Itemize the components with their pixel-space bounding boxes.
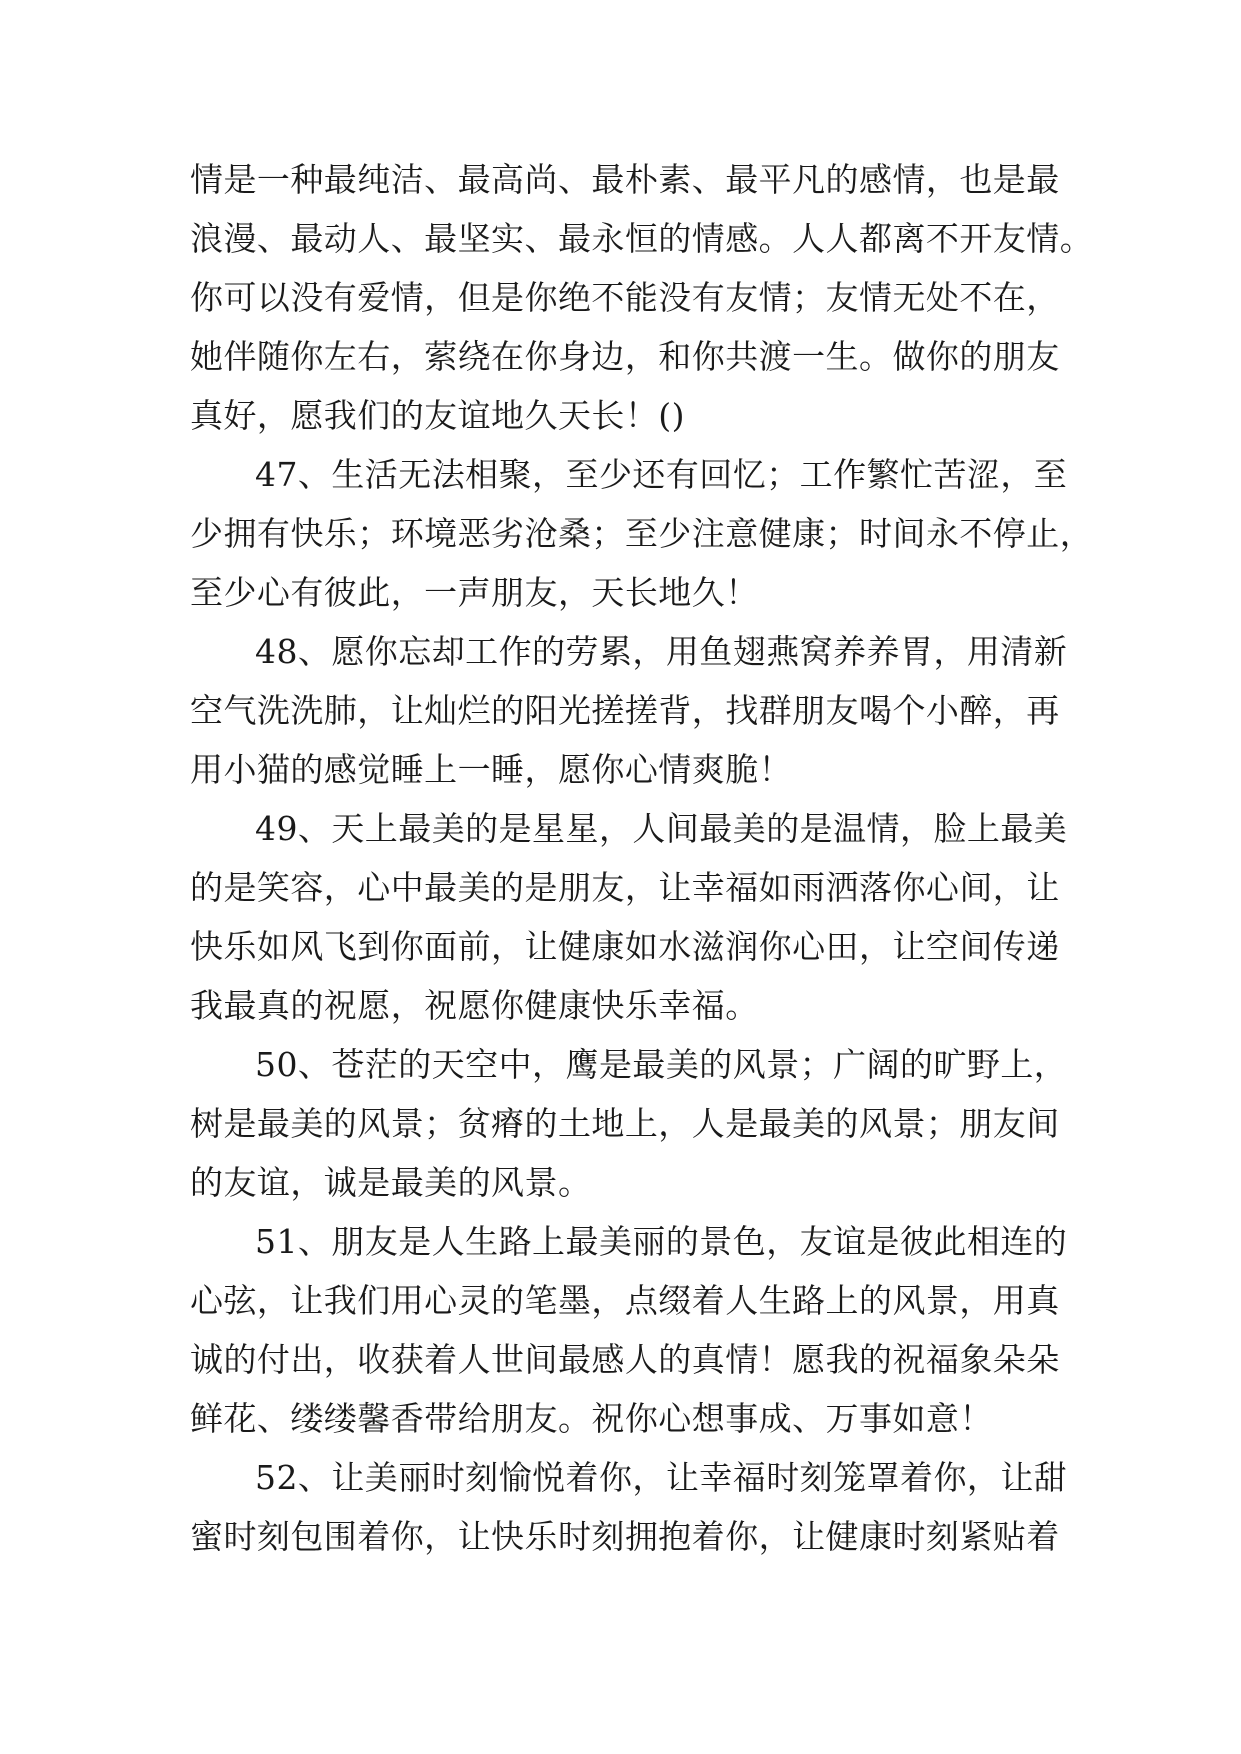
text-line: 少拥有快乐；环境恶劣沧桑；至少注意健康；时间永不停止， bbox=[190, 514, 1094, 553]
paragraph-50-start: 50、苍茫的天空中，鹰是最美的风景；广阔的旷野上， bbox=[255, 1045, 1068, 1084]
paragraph-48-start: 48、愿你忘却工作的劳累，用鱼翅燕窝养养胃，用清新 bbox=[255, 632, 1068, 671]
text-line: 至少心有彼此，一声朋友，天长地久！ bbox=[190, 573, 759, 612]
text-line: 的友谊，诚是最美的风景。 bbox=[190, 1163, 592, 1202]
text-line: 她伴随你左右，萦绕在你身边，和你共渡一生。做你的朋友 bbox=[190, 337, 1060, 376]
document-body bbox=[190, 150, 1094, 1566]
text-line: 浪漫、最动人、最坚实、最永恒的情感。人人都离不开友情。 bbox=[190, 219, 1094, 258]
text-line: 鲜花、缕缕馨香带给朋友。祝你心想事成、万事如意！ bbox=[190, 1399, 993, 1438]
text-line: 我最真的祝愿，祝愿你健康快乐幸福。 bbox=[190, 986, 759, 1025]
text-line: 树是最美的风景；贫瘠的土地上，人是最美的风景；朋友间 bbox=[190, 1104, 1060, 1143]
text-line: 用小猫的感觉睡上一睡，愿你心情爽脆！ bbox=[190, 750, 793, 789]
text-line: 情是一种最纯洁、最高尚、最朴素、最平凡的感情，也是最 bbox=[190, 160, 1060, 199]
text-line: 真好，愿我们的友谊地久天长！() bbox=[190, 396, 685, 435]
paragraph-49-start: 49、天上最美的是星星，人间最美的是温情，脸上最美 bbox=[255, 809, 1068, 848]
text-line: 诚的付出，收获着人世间最感人的真情！愿我的祝福象朵朵 bbox=[190, 1340, 1060, 1379]
text-line: 你可以没有爱情，但是你绝不能没有友情；友情无处不在， bbox=[190, 278, 1060, 317]
paragraph-47-start: 47、生活无法相聚，至少还有回忆；工作繁忙苦涩，至 bbox=[255, 455, 1068, 494]
paragraph-51-start: 51、朋友是人生路上最美丽的景色，友谊是彼此相连的 bbox=[255, 1222, 1068, 1261]
text-line: 蜜时刻包围着你，让快乐时刻拥抱着你，让健康时刻紧贴着 bbox=[190, 1517, 1060, 1556]
text-line: 的是笑容，心中最美的是朋友，让幸福如雨洒落你心间，让 bbox=[190, 868, 1060, 907]
text-line: 快乐如风飞到你面前，让健康如水滋润你心田，让空间传递 bbox=[190, 927, 1060, 966]
text-line: 空气洗洗肺，让灿烂的阳光搓搓背，找群朋友喝个小醉，再 bbox=[190, 691, 1060, 730]
paragraph-52-start: 52、让美丽时刻愉悦着你，让幸福时刻笼罩着你，让甜 bbox=[255, 1458, 1068, 1497]
text-line: 心弦，让我们用心灵的笔墨，点缀着人生路上的风景，用真 bbox=[190, 1281, 1060, 1320]
